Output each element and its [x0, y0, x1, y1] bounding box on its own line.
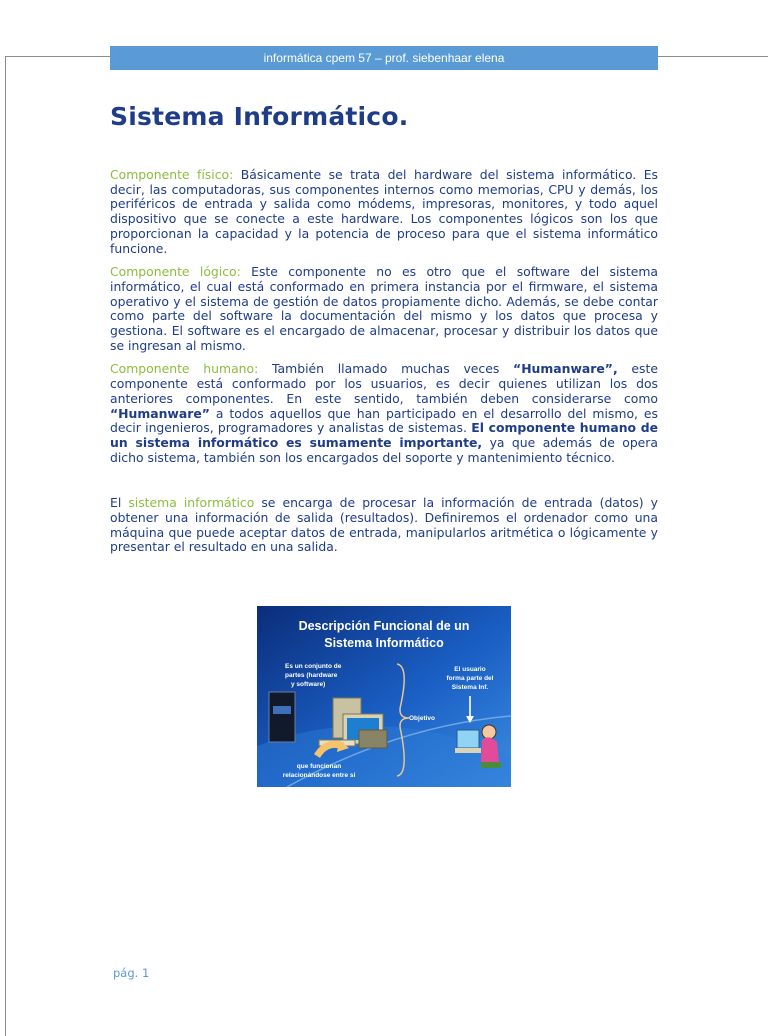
bold-humanware-2: “Humanware” [110, 405, 210, 421]
figure-svg [257, 606, 511, 787]
term-componente-logico: Componente lógico: [110, 264, 241, 280]
left-label-1: Es un conjunto de [285, 663, 342, 670]
paragraph-sistema-informatico [110, 496, 658, 555]
bottom-label-2: relacionándose entre sí [282, 772, 356, 779]
bold-humanware-1: “Humanware”, [513, 361, 618, 377]
header-text: informática cpem 57 – prof. siebenhaar elena [263, 51, 505, 65]
right-label-1: El usuario [454, 666, 486, 673]
text-humano-2: este componente está conformado por los usuarios, es decir quienes utilizan los dos anteriores componentes. En este sentido, también deben considerarse como [110, 361, 658, 406]
left-label-3: y software) [291, 681, 326, 688]
text-sistema-pre: El [110, 495, 122, 511]
page-number: pág. 1 [113, 966, 150, 980]
text-sistema-informatico: se encarga de procesar la información de entrada (datos) y obtener una información de salida (resultados). Definiremos el ordenador como una máquina que puede aceptar datos de entrada, manipularlos aritmética o lógicamente y presentar el resultado en una salida. [110, 495, 658, 555]
text-componente-fisico: Básicamente se trata del hardware del sistema informático. Es decir, las computadoras, sus componentes internos como memorias, CPU y demás, los periféricos de entrada y salida como módems, impresoras, monitores, y todo aquel dispositivo que se conecte a este hardware. Los componentes lógicos son los que proporcionan la capacidad y la potencia de proceso para que el sistema informático funcione. [110, 167, 658, 256]
text-componente-logico: Este componente no es otro que el software del sistema informático, el cual está conformado en primera instancia por el firmware, el sistema operativo y el sistema de gestión de datos propiamente dicho. Además, se debe contar como parte del software la documentación del mismo y los datos que procesa y gestiona. El software es el encargado de almacenar, procesar y distribuir los datos que se ingresan al mismo. [110, 264, 658, 353]
bold-importance: El componente humano de un sistema informático es sumamente importante, [110, 420, 658, 450]
text-humano-3: a todos aquellos que han participado en el desarrollo del mismo, es decir ingenieros, programadores y analistas de sistemas. [110, 405, 658, 436]
text-humano-4: ya que además de opera dicho sistema, también son los encargados del soporte y mantenimiento técnico. [110, 434, 658, 465]
term-componente-fisico: Componente físico: [110, 167, 234, 182]
paragraph-componente-humano [110, 362, 658, 465]
software-box-icon [269, 692, 295, 742]
page-title: Sistema Informático. [110, 102, 409, 131]
right-label-3: Sistema Inf. [451, 684, 489, 691]
page-header [110, 46, 658, 70]
figure-title-2: Sistema Informático [324, 636, 444, 650]
spacer [110, 474, 658, 496]
term-componente-humano: Componente humano: [110, 361, 259, 377]
figure-title-1: Descripción Funcional de un [298, 619, 470, 633]
functional-description-figure [257, 606, 511, 787]
paragraph-componente-fisico [110, 168, 658, 256]
text-humano-1: También llamado muchas veces [272, 361, 500, 377]
bottom-label-1: que funcionan [296, 763, 342, 770]
objective-label: Objetivo [409, 715, 436, 722]
document-body [110, 100, 658, 564]
left-label-2: partes (hardware [285, 672, 338, 679]
right-label-2: forma parte del [446, 675, 494, 682]
term-sistema-informatico: sistema informático [128, 495, 255, 511]
paragraph-componente-logico [110, 265, 658, 353]
